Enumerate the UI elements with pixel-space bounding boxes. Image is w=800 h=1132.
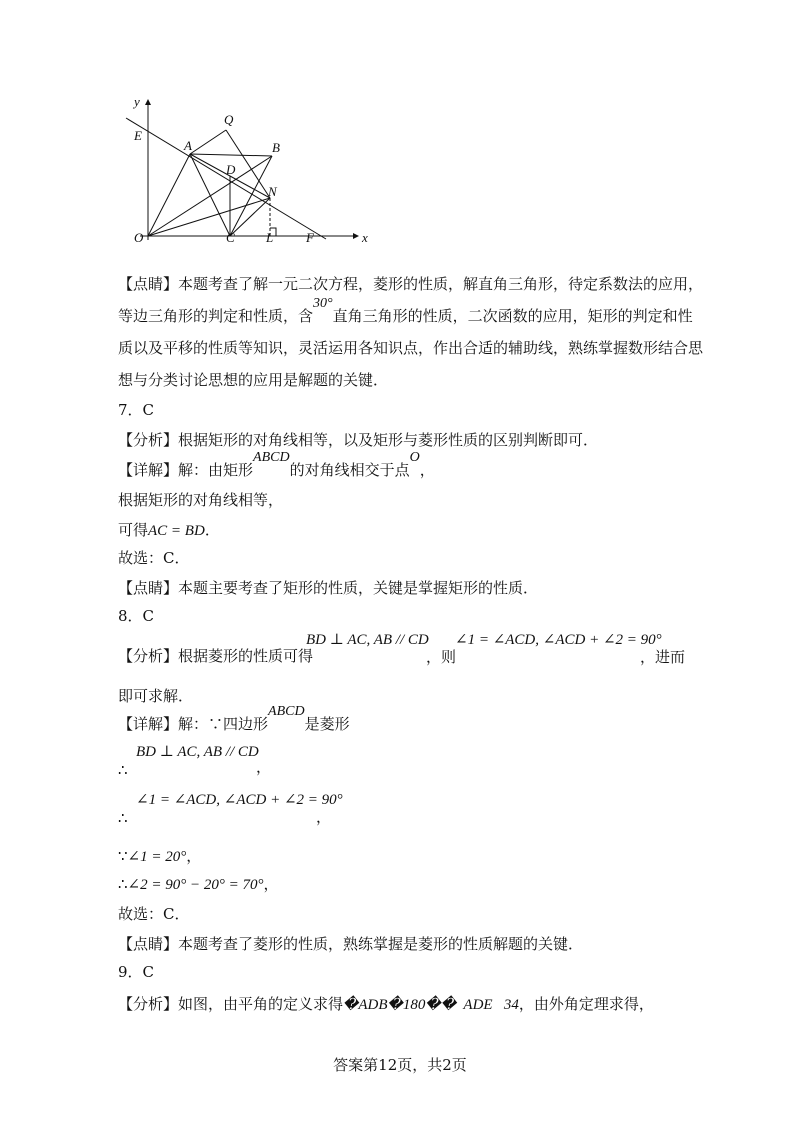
segment-on — [148, 198, 270, 236]
label-c: C — [226, 230, 235, 245]
q8-step3-end: ， — [186, 847, 202, 865]
q8-step4-math: ∠2 = 90° − 20° = 70° — [127, 877, 264, 893]
q8-therefore2: ∴ — [118, 809, 128, 827]
q7-number: 7．C — [118, 401, 155, 419]
label-o: O — [134, 230, 144, 245]
q8-number: 8．C — [118, 607, 155, 625]
segment-aq — [190, 130, 226, 154]
q8-step2-end: ， — [316, 808, 332, 826]
q8-answer: 故选：C． — [118, 905, 190, 923]
q8-step3-math: ∠1 = 20° — [127, 849, 187, 865]
q9-analysis-b: ，由外角定理求得， — [518, 995, 654, 1013]
q8-step1-math: BD ⊥ AC, AB // CD — [136, 744, 259, 760]
q7-detail-a: 【详解】解：由矩形 — [118, 461, 254, 479]
dianjing6-line2-b: 直角三角形的性质，二次函数的应用，矩形的判定和性 — [332, 307, 693, 325]
segment-ac — [190, 154, 230, 236]
q8-step1-end: ， — [256, 758, 272, 776]
label-e: E — [134, 128, 142, 143]
label-b: B — [272, 140, 280, 155]
dianjing6-line2-a: 等边三角形的判定和性质，含 — [118, 307, 314, 325]
q8-step4-end: ， — [263, 875, 279, 893]
segment-oa — [148, 154, 190, 236]
label-a: A — [184, 138, 192, 153]
q7-line3-b: ． — [204, 521, 220, 539]
q7-line2: 根据矩形的对角线相等， — [118, 491, 284, 509]
label-d: D — [226, 162, 236, 177]
dianjing6-line1: 【点睛】本题考查了解一元二次方程，菱形的性质，解直角三角形，待定系数法的应用， — [118, 275, 704, 293]
q7-answer: 故选：C． — [118, 549, 190, 567]
q7-math-ac-bd: AC = BD — [148, 523, 205, 539]
q8-detail-b: 是菱形 — [304, 715, 350, 733]
q8-analysis-math1: BD ⊥ AC, AB // CD — [306, 632, 429, 648]
label-x: x — [362, 230, 368, 245]
label-n: N — [268, 184, 277, 199]
q7-analysis: 【分析】根据矩形的对角线相等，以及矩形与菱形性质的区别判断即可． — [118, 431, 599, 449]
label-q: Q — [224, 112, 234, 127]
q7-line3-a: 可得 — [118, 521, 149, 539]
q7-line3 — [118, 520, 220, 541]
q7-math-abcd: ABCD — [253, 450, 290, 465]
geometry-figure — [118, 92, 378, 252]
q8-detail-a: 【详解】解：∵四边形 — [118, 715, 269, 733]
q8-analysis — [118, 646, 313, 666]
dianjing6-line4: 想与分类讨论思想的应用是解题的关键． — [118, 371, 389, 389]
q7-detail — [118, 450, 435, 482]
q9-number: 9．C — [118, 963, 155, 981]
q8-because — [118, 846, 201, 867]
q8-analysis-math2: ∠1 = ∠ACD, ∠ACD + ∠2 = 90° — [455, 632, 662, 648]
angle-30: 30° — [313, 296, 333, 311]
q8-therefore1: ∴ — [118, 761, 128, 779]
q8-analysis-b: ，则 — [426, 648, 457, 666]
label-f: F — [306, 230, 314, 245]
q7-math-o: O — [409, 450, 420, 465]
q8-analysis-line2: 即可求解． — [118, 687, 194, 705]
dianjing6-line2 — [118, 296, 693, 328]
segment-ab — [190, 154, 272, 156]
label-y: y — [134, 94, 140, 109]
dianjing6-line3: 质以及平移的性质等知识，灵活运用各知识点，作出合适的辅助线，熟练掌握数形结合思 — [118, 339, 704, 357]
because-symbol: ∵ — [118, 847, 128, 865]
page-footer: 答案第12页，共2页 — [333, 1056, 467, 1074]
q9-analysis — [118, 994, 654, 1015]
q7-detail-b: 的对角线相交于点 — [289, 461, 410, 479]
q9-analysis-a: 【分析】如图，由平角的定义求得 — [118, 995, 344, 1013]
q7-detail-c: ， — [419, 461, 435, 479]
segment-cn — [230, 198, 270, 236]
q8-detail — [118, 704, 350, 736]
q8-math-abcd: ABCD — [268, 704, 305, 719]
therefore-symbol: ∴ — [118, 875, 128, 893]
label-l: L — [266, 230, 274, 245]
q8-therefore3 — [118, 874, 279, 895]
q7-comment: 【点睛】本题主要考查了矩形的性质，关键是掌握矩形的性质． — [118, 579, 539, 597]
q8-comment: 【点睛】本题考查了菱形的性质，熟练掌握是菱形的性质解题的关键． — [118, 935, 584, 953]
q9-math-garbled: �ADB�180�� ADE 34 — [343, 997, 519, 1013]
q8-analysis-c: ，进而 — [640, 648, 686, 666]
q8-step2-math: ∠1 = ∠ACD, ∠ACD + ∠2 = 90° — [136, 792, 343, 808]
q8-analysis-a: 【分析】根据菱形的性质可得 — [118, 647, 314, 665]
